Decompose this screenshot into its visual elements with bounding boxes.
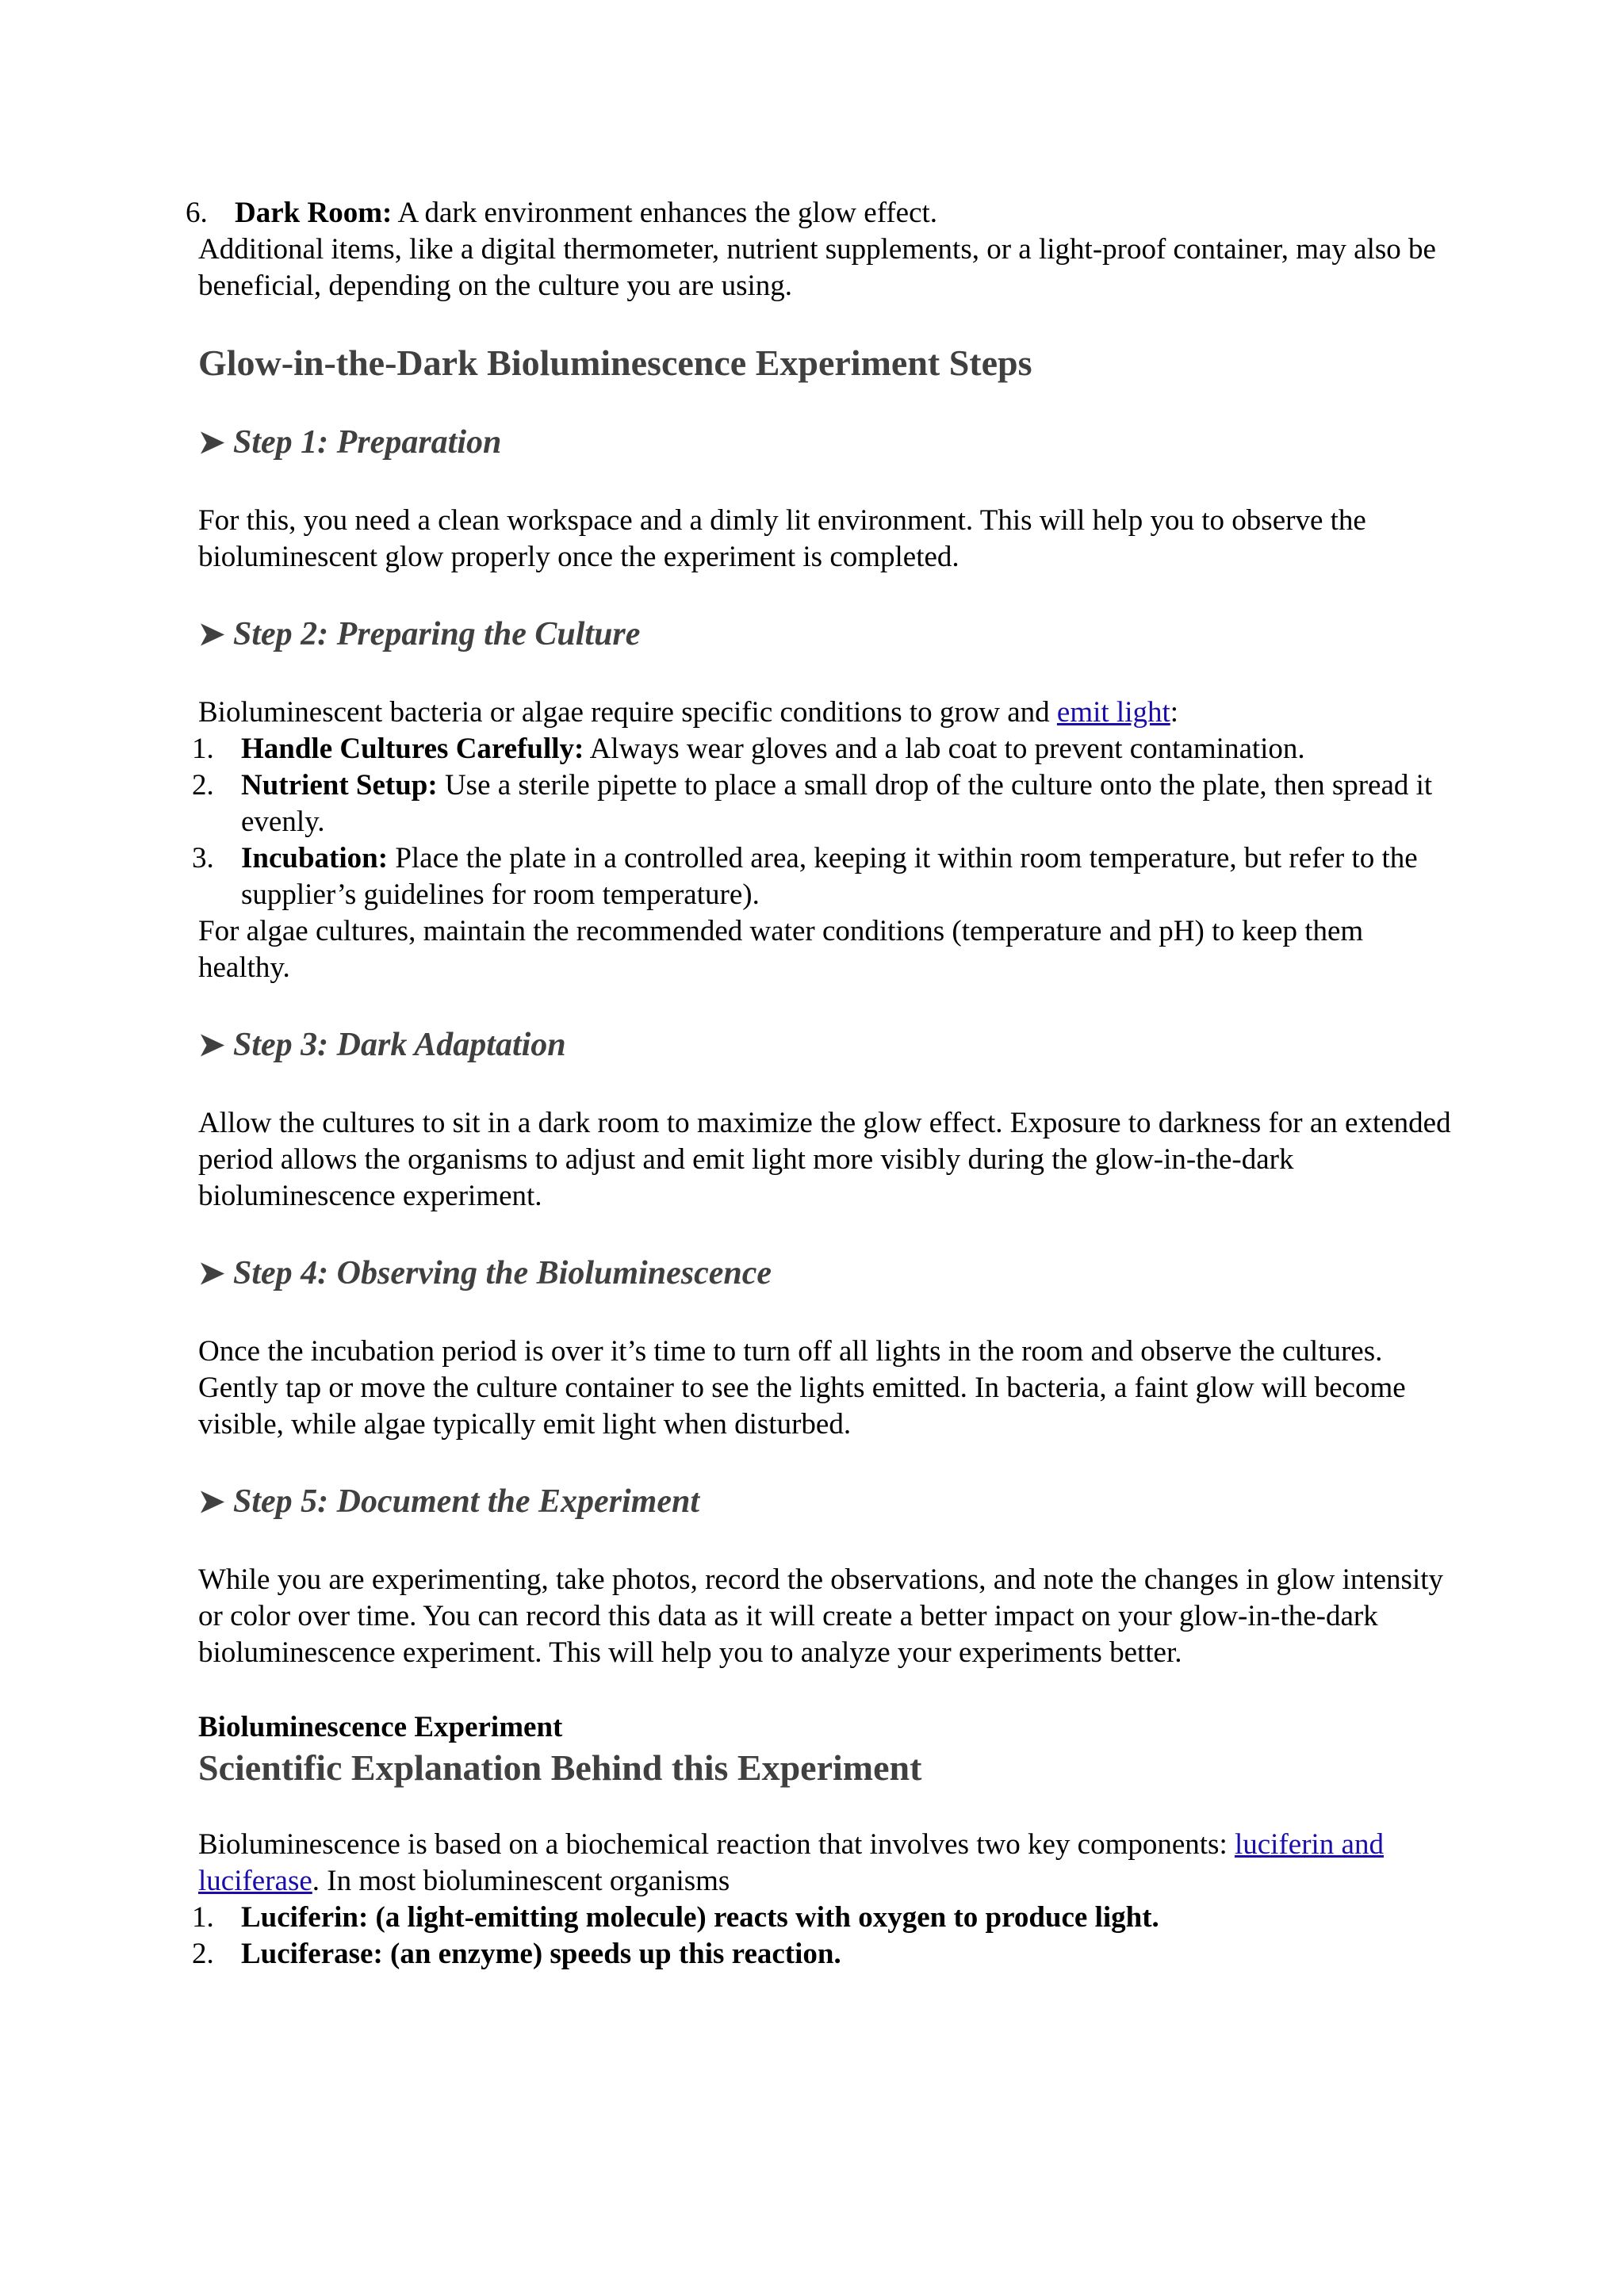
step-1-body: For this, you need a clean workspace and a dimly lit environment. This will help you to observe the bioluminescent glow properly once the experiment is completed. [198,504,1366,573]
emit-light-link[interactable]: emit light [1056,696,1170,729]
list-number: 1. [192,733,214,765]
step-2-title: Step 2: Preparing the Culture [233,616,641,652]
step-4-body: Once the incubation period is over it’s time to turn off all lights in the room and observe the cultures. Gently tap or move the culture container to see the lights emitted. In bacteria, a faint glow will become visible, while algae typically emit light when disturbed. [198,1335,1406,1441]
image-caption: Bioluminescence Experiment [198,1711,563,1743]
arrow-icon: ➤ [198,1255,225,1291]
science-intro [198,1827,1459,1900]
luciferin-luciferase-link[interactable]: luciferin and luciferase [198,1828,1384,1897]
list-item-text: Use a sterile pipette to place a small drop of the culture onto the plate, then spread it evenly. [241,769,1433,838]
list-number: 2. [192,769,214,802]
section-heading-science: Scientific Explanation Behind this Experiment [198,1747,922,1788]
list-item-text: Always wear gloves and a lab coat to prevent contamination. [584,733,1305,765]
list-number: 3. [192,842,214,874]
list-item-term: Incubation: [241,842,389,874]
step-3-title: Step 3: Dark Adaptation [233,1027,566,1063]
science-intro-end: . In most bioluminescent organisms [312,1865,730,1897]
materials-list-tail [186,195,1459,232]
arrow-icon: ➤ [198,424,225,460]
step-2-heading [198,614,1459,655]
list-item [186,195,1459,232]
step-1-heading [198,422,1459,463]
list-item-text: Luciferin: (a light-emitting molecule) reacts with oxygen to produce light. [241,1901,1159,1934]
list-item [192,1936,1459,1973]
additional-items-paragraph: Additional items, like a digital thermometer, nutrient supplements, or a light-proof container, may also be beneficial, depending on the culture you are using. [198,233,1436,302]
step-4-title: Step 4: Observing the Bioluminescence [233,1255,772,1292]
list-item [192,731,1459,767]
arrow-icon: ➤ [198,616,225,652]
list-number: 6. [186,197,208,229]
step-3-body: Allow the cultures to sit in a dark room to maximize the glow effect. Exposure to darkness for an extended period allows the organisms to adjust and emit light more visibly during the glow-in-the-dark bioluminescence experiment. [198,1107,1451,1212]
step-1-title: Step 1: Preparation [233,424,502,461]
step-3-heading [198,1024,1459,1066]
step-2-intro [198,695,1459,731]
document-page [186,195,1459,1973]
science-components-list [192,1900,1459,1973]
list-item-term: Dark Room: [235,197,393,229]
step-5-heading [198,1481,1459,1522]
culture-steps-list [192,731,1459,913]
step-2-intro-text: Bioluminescent bacteria or algae require specific conditions to grow and [198,696,1057,729]
step-4-heading [198,1253,1459,1294]
list-item-term: Handle Cultures Carefully: [241,733,584,765]
list-item-term: Nutrient Setup: [241,769,438,802]
list-item [192,1900,1459,1936]
section-heading-steps: Glow-in-the-Dark Bioluminescence Experiment Steps [198,342,1032,383]
list-number: 1. [192,1901,214,1934]
list-item-text: Place the plate in a controlled area, keeping it within room temperature, but refer to the supplier’s guidelines for room temperature). [241,842,1418,911]
step-5-body: While you are experimenting, take photos, record the observations, and note the changes in glow intensity or color over time. You can record this data as it will create a better impact on your glow-in-the-dark bioluminescence experiment. This will help you to analyze your experiments better. [198,1563,1444,1669]
list-item-text: Luciferase: (an enzyme) speeds up this reaction. [241,1938,841,1970]
step-5-title: Step 5: Document the Experiment [233,1483,700,1520]
list-item [192,840,1459,913]
list-number: 2. [192,1938,214,1970]
arrow-icon: ➤ [198,1027,225,1062]
step-2-intro-end: : [1170,696,1179,729]
step-2-outro: For algae cultures, maintain the recommended water conditions (temperature and pH) to keep them healthy. [198,915,1364,984]
arrow-icon: ➤ [198,1483,225,1519]
list-item-text: A dark environment enhances the glow effect. [392,197,938,229]
list-item [192,767,1459,840]
science-intro-text: Bioluminescence is based on a biochemical reaction that involves two key components: [198,1828,1235,1861]
